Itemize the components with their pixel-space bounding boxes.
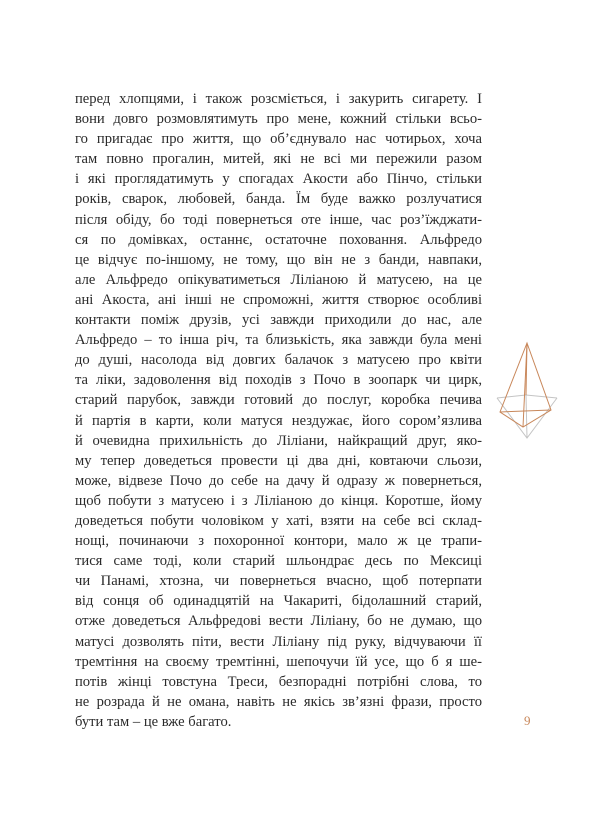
text-line: го пригадає про життя, що об’єднувало нас чотирьох, хоча — [75, 131, 482, 148]
text-line: матусі дозволять піти, вести Ліліану під руку, відчуваючи її — [75, 633, 482, 650]
text-line: тися саме тоді, коли старий шльондрає десь по Мексиці — [75, 553, 482, 570]
text-line: й очевидна прихильність до Ліліани, найкращий друг, яко- — [75, 432, 482, 449]
text-line: там повно прогалин, митей, які не всі ми пережили разом — [75, 151, 482, 168]
text-line: це відчує по-іншому, не тому, що він не з банди, навпаки, — [75, 251, 482, 268]
text-line: та ліки, задоволення від походів з Почо в зоопарк чи цирк, — [75, 372, 482, 389]
text-line: років, сварок, любовей, банда. Їм буде важко розлучатися — [75, 191, 482, 208]
text-line: від сонця об одинадцятій на Чакариті, бідолашний старий, — [75, 593, 482, 610]
text-line: потів жінці товстуна Треси, безпорадні потрібні слова, то — [75, 673, 482, 690]
text-line: але Альфредо опікуватиметься Ліліаною й матусею, на це — [75, 271, 482, 288]
text-line: до душі, насолода від довгих балачок з матусею про квіти — [75, 352, 482, 369]
text-line: тремтіння на своєму тремтінні, шепочучи їй усе, що б я ше- — [75, 653, 482, 670]
text-line: доведеться побути чоловіком у хаті, взяти на себе всі склад- — [75, 512, 482, 529]
text-line: й партія в карти, коли матуся нездужає, його сором’язлива — [75, 412, 482, 429]
text-line: чи Панамі, хтозна, чи повернеться вчасно, щоб потерпати — [75, 573, 482, 590]
text-line: ані Акоста, ані інші не спроможні, життя створює особливі — [75, 291, 482, 308]
text-line: нощі, починаючи з похоронної контори, мало ж це трапи- — [75, 533, 482, 550]
text-line: ся по домівках, останнє, остаточне поховання. Альфредо — [75, 231, 482, 248]
text-line: може, відвезе Почо до себе на дачу й одразу ж повернеться, — [75, 472, 482, 489]
text-line: контакти поміж друзів, усі завжди приходили до нас, але — [75, 312, 482, 329]
text-line: щоб побути з матусею і з Ліліаною до кінця. Коротше, йому — [75, 492, 482, 509]
text-line: отже доведеться Альфредові вести Ліліану, бо не думаю, що — [75, 613, 482, 630]
text-line: після обіду, бо тоді повернеться оте інше, час роз’їжджати- — [75, 211, 482, 228]
text-line: не розрада й не омана, навіть не якісь зв’язні фрази, просто — [75, 693, 482, 710]
page-number: 9 — [524, 713, 531, 728]
text-line: старий парубок, завжди готовий до послуг, коробка печива — [75, 392, 482, 409]
text-line: вони довго розмовлятимуть про мене, кожний стільки всьо- — [75, 111, 482, 128]
body-text — [75, 89, 482, 732]
text-line: бути там – це вже багато. — [75, 713, 232, 730]
text-line: перед хлопцями, і також розсміється, і закурить сигарету. І — [75, 91, 482, 107]
text-line: Альфредо – то інша річ, та близькість, яка завжди була мені — [75, 332, 482, 349]
octahedron-ornament-icon — [493, 335, 559, 443]
text-line: му тепер доведеться провести ці два дні, ковтаючи сльози, — [75, 452, 482, 469]
text-line: і які проглядатимуть у спогадах Акости або Пінчо, стільки — [75, 171, 482, 188]
